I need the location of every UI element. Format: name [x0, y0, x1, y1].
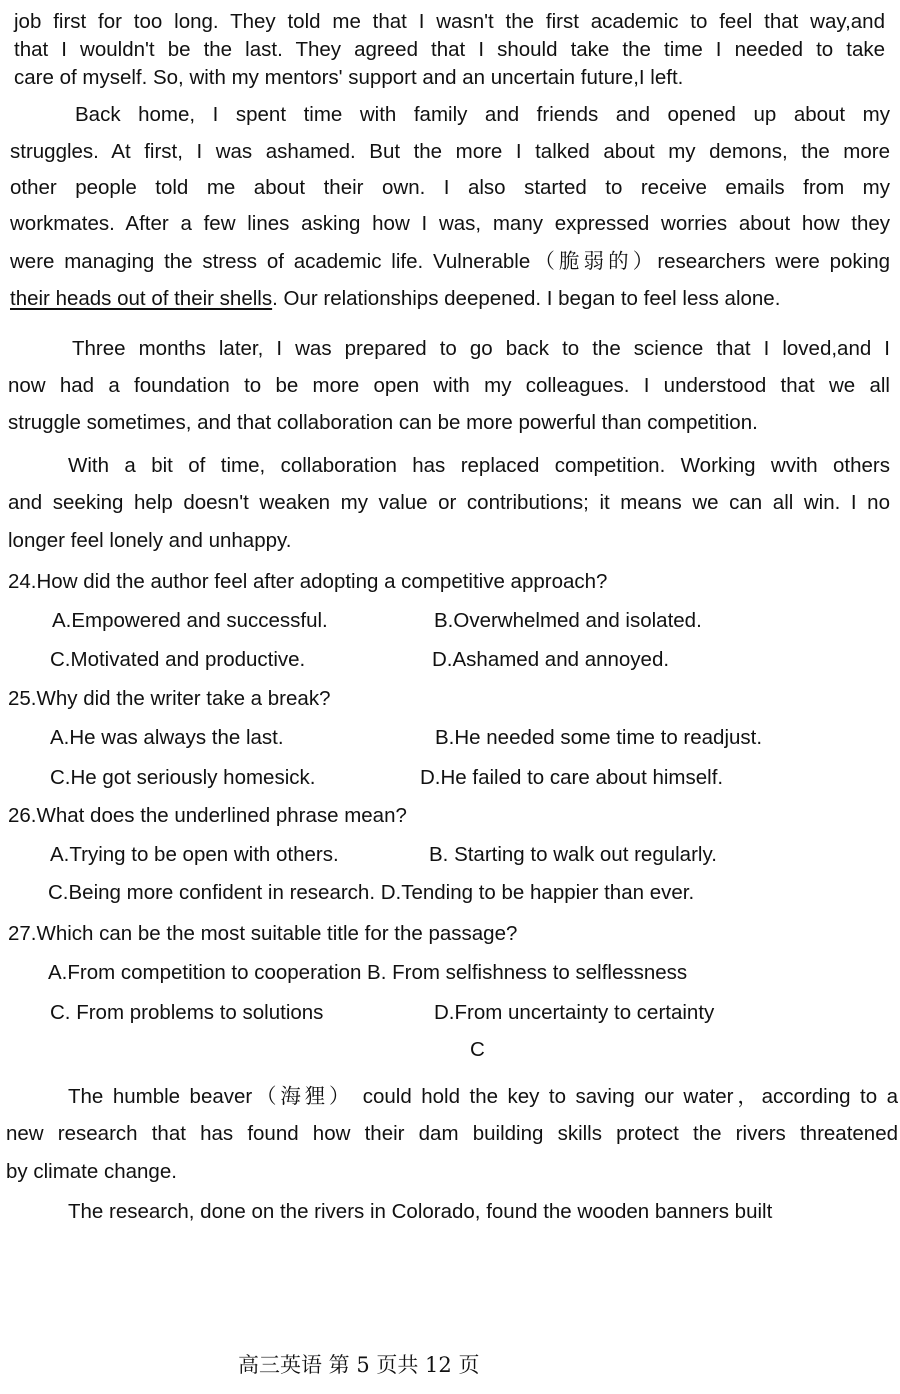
- passage-line: Three months later, I was prepared to go back to the science that I loved,and I: [72, 337, 890, 360]
- passage-line: struggles. At first, I was ashamed. But the more I talked about my demons, the more: [10, 140, 890, 163]
- passage-line: workmates. After a few lines asking how I was, many expressed worries about how they: [10, 212, 890, 235]
- section-heading: C: [470, 1038, 485, 1061]
- passage-line: With a bit of time, collaboration has replaced competition. Working wvith others: [68, 454, 890, 477]
- answer-option: A.He was always the last.: [50, 726, 284, 749]
- question-stem: 24.How did the author feel after adopting a competitive approach?: [8, 570, 608, 593]
- passage-line: were managing the stress of academic life. Vulnerable（脆弱的）researchers were poking: [10, 250, 890, 273]
- passage-line: [10, 287, 780, 311]
- passage-line: job first for too long. They told me that I wasn't the first academic to feel that way,and: [14, 10, 885, 33]
- answer-option: D.From uncertainty to certainty: [434, 1001, 715, 1024]
- answer-option: D.He failed to care about himself.: [420, 766, 724, 789]
- answer-option: D.Ashamed and annoyed.: [432, 648, 670, 671]
- answer-option: C.He got seriously homesick.: [50, 766, 316, 789]
- passage-line: The research, done on the rivers in Colorado, found the wooden banners built: [68, 1200, 773, 1223]
- underlined-phrase: their heads out of their shells: [10, 287, 273, 310]
- answer-option: C. From problems to solutions: [50, 1001, 324, 1024]
- passage-line: other people told me about their own. I also started to receive emails from my: [10, 176, 890, 199]
- passage-line: by climate change.: [6, 1160, 177, 1183]
- passage-line: Back home, I spent time with family and friends and opened up about my: [75, 103, 890, 126]
- passage-line: and seeking help doesn't weaken my value or contributions; it means we can all win. I no: [8, 491, 890, 514]
- answer-option: C.Being more confident in research. D.Tending to be happier than ever.: [48, 881, 695, 904]
- answer-option: B.He needed some time to readjust.: [435, 726, 763, 749]
- answer-option: C.Motivated and productive.: [50, 648, 306, 671]
- passage-line: longer feel lonely and unhappy.: [8, 529, 292, 552]
- answer-option: B. Starting to walk out regularly.: [429, 843, 717, 866]
- passage-line: that I wouldn't be the last. They agreed that I should take the time I needed to take: [14, 38, 885, 61]
- page-footer: 高三英语 第 5 页共 12 页: [238, 1353, 480, 1377]
- passage-line: now had a foundation to be more open with my colleagues. I understood that we all: [8, 374, 890, 397]
- passage-line: The humble beaver（海狸） could hold the key to saving our water，according to a: [68, 1085, 898, 1108]
- question-stem: 26.What does the underlined phrase mean?: [8, 804, 407, 827]
- answer-option: A.Empowered and successful.: [52, 609, 328, 632]
- passage-line: new research that has found how their dam building skills protect the rivers threatened: [6, 1122, 898, 1145]
- question-stem: 27.Which can be the most suitable title for the passage?: [8, 922, 518, 945]
- answer-option: B.Overwhelmed and isolated.: [434, 609, 702, 632]
- passage-line: care of myself. So, with my mentors' support and an uncertain future,I left.: [14, 66, 684, 89]
- answer-option: A.Trying to be open with others.: [50, 843, 339, 866]
- passage-text: . Our relationships deepened. I began to feel less alone.: [272, 287, 781, 310]
- question-stem: 25.Why did the writer take a break?: [8, 687, 331, 710]
- passage-line: struggle sometimes, and that collaboration can be more powerful than competition.: [8, 411, 758, 434]
- answer-option: A.From competition to cooperation B. From selfishness to selflessness: [48, 961, 688, 984]
